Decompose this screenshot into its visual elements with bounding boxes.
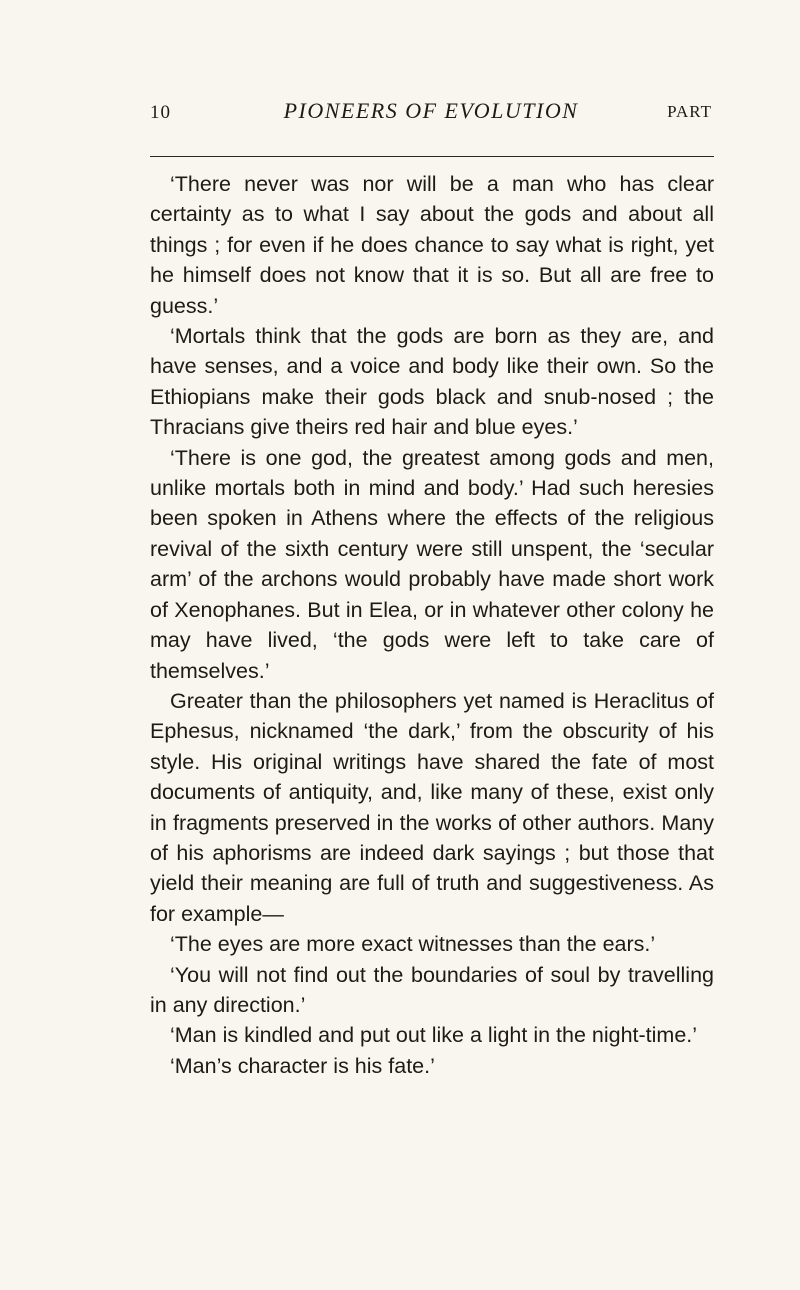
quotation: ‘You will not find out the boundaries of soul by travelling in any direction.’ [150, 962, 714, 1017]
paragraph: ‘There is one god, the greatest among gods and men, unlike mortals both in mind and body.’ Had such heresies been spoken in Athens where the effects of the religious revival of the sixth century were still unspent, the ‘secular arm’ of the archons would probably have made short work of Xenophanes. But in Elea, or in whatever other colony he may have lived, ‘the gods were left to take care of themselves.’ [150, 445, 714, 683]
header-rule [150, 156, 714, 157]
paragraph: ‘There never was nor will be a man who has clear certainty as to what I say about the gods and about all things ; for even if he does chance to say what is right, yet he himself does not know that it is so. But all are free to guess.’ [150, 172, 714, 318]
quotation: ‘Man is kindled and put out like a light in the night-time.’ [170, 1023, 698, 1048]
section-label: PART [667, 102, 712, 121]
body-text [150, 169, 714, 1081]
paragraph: ‘Mortals think that the gods are born as they are, and have senses, and a voice and body like their own. So the Ethiopians make their gods black and snub-nosed ; the Thracians give theirs red hair and blue eyes.’ [150, 324, 714, 440]
paragraph: Greater than the philosophers yet named is Heraclitus of Ephesus, nicknamed ‘the dark,’ from the obscurity of his style. His original writings have shared the fate of most documents of antiquity, and, like many of these, exist only in fragments preserved in the works of other authors. Many of his aphorisms are indeed dark sayings ; but those that yield their meaning are full of truth and suggestiveness. As for example— [150, 688, 714, 926]
quotation: ‘Man’s character is his fate.’ [170, 1053, 435, 1078]
running-title: PIONEERS OF EVOLUTION [283, 98, 579, 123]
quotation: ‘The eyes are more exact witnesses than the ears.’ [170, 932, 656, 957]
page-number: 10 [150, 102, 171, 123]
page-header [150, 98, 712, 138]
